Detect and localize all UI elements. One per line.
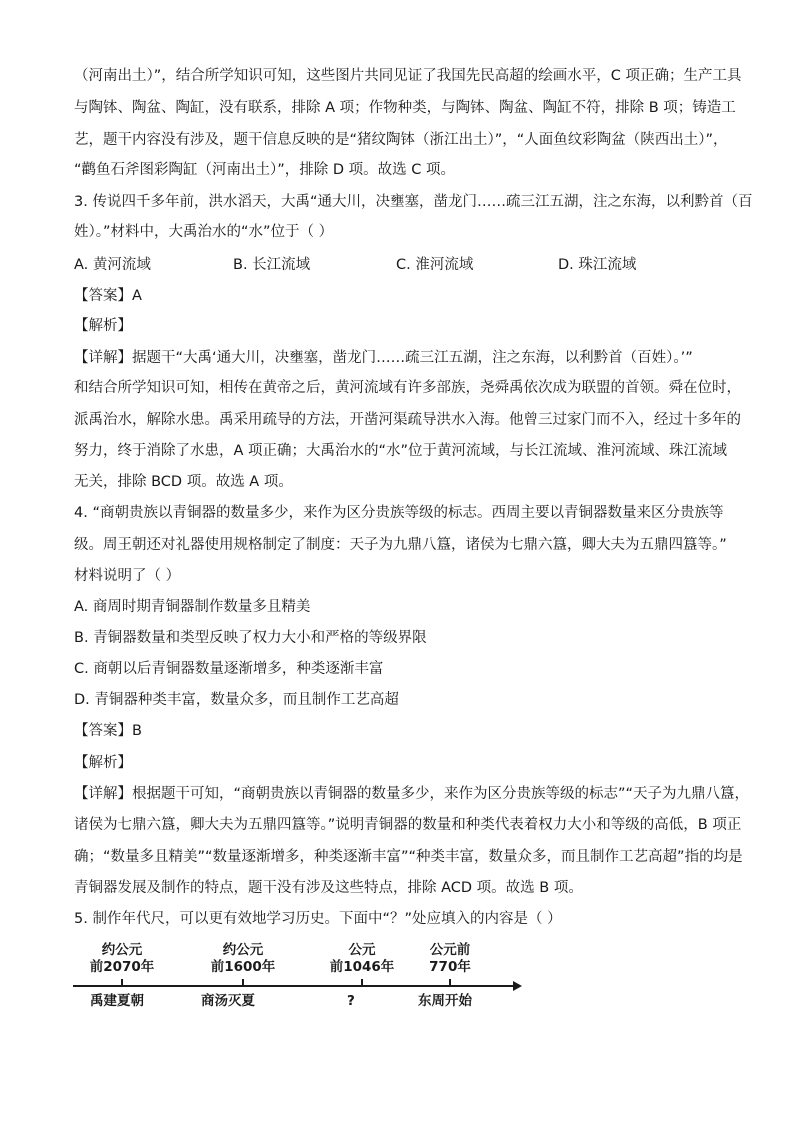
timeline-tick bbox=[449, 979, 451, 986]
question-4-stem: 4. “商朝贵族以青铜器的数量多少，来作为区分贵族等级的标志。西周主要以青铜器数量来区分贵族等 bbox=[74, 505, 724, 521]
timeline-tick bbox=[121, 979, 123, 986]
text-line: 艺，题干内容没有涉及，题干信息反映的是“猪纹陶钵（浙江出土）”，“人面鱼纹彩陶盆（陕西出土）”， bbox=[74, 132, 728, 148]
q4-option-c: C. 商朝以后青铜器数量逐渐增多，种类逐渐丰富 bbox=[74, 661, 384, 677]
question-4-stem: 级。周王朝还对礼器使用规格制定了制度：天子为九鼎八簋，诸侯为七鼎六簋，卿大夫为五鼎四簋等。” bbox=[74, 537, 727, 553]
answer-label: 【答案】B bbox=[74, 723, 142, 739]
answer-label: 【答案】A bbox=[74, 288, 142, 304]
timeline-date-line: 前1600年 bbox=[210, 959, 276, 975]
explanation-line: 努力，终于消除了水患，A 项正确；大禹治水的“水”位于黄河流域，与长江流域、淮河流域、珠江流域 bbox=[74, 443, 728, 459]
text-line: “鹳鱼石斧图彩陶缸（河南出土）”，排除 D 项。故选 C 项。 bbox=[74, 162, 455, 178]
explanation-line: 和结合所学知识可知，相传在黄帝之后，黄河流域有许多部族，尧舜禹依次成为联盟的首领。舜在位时， bbox=[74, 380, 741, 396]
explanation-line: 确；“数量多且精美”“数量逐渐增多，种类逐渐丰富”“种类丰富，数量众多，而且制作工艺高超”指的均是 bbox=[74, 849, 743, 865]
explanation-line: 无关，排除 BCD 项。故选 A 项。 bbox=[74, 474, 293, 490]
question-4-stem: 材料说明了（ ） bbox=[74, 568, 181, 584]
q3-option-a: A. 黄河流域 bbox=[74, 257, 151, 273]
timeline-date-line: 约公元 bbox=[222, 942, 264, 958]
timeline-event: 东周开始 bbox=[418, 993, 472, 1009]
timeline-date-line: 约公元 bbox=[101, 942, 143, 958]
text-line: （河南出土）”，结合所学知识可知，这些图片共同见证了我国先民高超的绘画水平，C 项正确；生产工具 bbox=[74, 68, 742, 84]
timeline-date bbox=[84, 942, 160, 976]
q3-option-b: B. 长江流域 bbox=[233, 257, 311, 273]
explanation-line: 【详解】据题干“大禹‘通大川，决壅塞，凿龙门……疏三江五湖，注之东海，以利黔首（百姓）。’” bbox=[74, 350, 693, 366]
analysis-label: 【解析】 bbox=[74, 755, 132, 771]
timeline-date-line: 公元 bbox=[348, 942, 376, 958]
timeline-arrow-icon bbox=[513, 981, 522, 991]
explanation-line: 诸侯为七鼎六簋，卿大夫为五鼎四簋等。”说明青铜器的数量和种类代表着权力大小和等级的高低，B 项正 bbox=[74, 817, 742, 833]
question-3-stem: 3. 传说四千多年前，洪水滔天，大禹“通大川，决壅塞，凿龙门……疏三江五湖，注之东海，以利黔首（百 bbox=[74, 194, 753, 210]
timeline-event: 商汤灭夏 bbox=[201, 993, 255, 1009]
timeline-event-unknown: ? bbox=[347, 993, 355, 1009]
timeline-date-line: 前2070年 bbox=[89, 959, 155, 975]
timeline-date-line: 770年 bbox=[429, 959, 471, 975]
explanation-line: 派禹治水，解除水患。禹采用疏导的方法，开凿河渠疏导洪水入海。他曾三过家门而不入，经过十多年的 bbox=[74, 412, 741, 428]
timeline-date-line: 公元前 bbox=[429, 942, 471, 958]
text-line: 与陶钵、陶盆、陶缸，没有联系，排除 A 项；作物种类，与陶钵、陶盆、陶缸不符，排除 B 项；铸造工 bbox=[74, 100, 736, 116]
timeline-tick bbox=[242, 979, 244, 986]
timeline-figure bbox=[70, 938, 540, 1016]
analysis-label: 【解析】 bbox=[74, 318, 132, 334]
timeline-date bbox=[324, 942, 400, 976]
explanation-line: 【详解】根据题干可知，“商朝贵族以青铜器的数量多少，来作为区分贵族等级的标志”“天子为九鼎八簋， bbox=[74, 786, 750, 802]
explanation-line: 青铜器发展及制作的特点，题干没有涉及这些特点，排除 ACD 项。故选 B 项。 bbox=[74, 880, 583, 896]
timeline-tick bbox=[361, 979, 363, 986]
q4-option-a: A. 商周时期青铜器制作数量多且精美 bbox=[74, 599, 311, 615]
timeline-date-line: 前1046年 bbox=[329, 959, 395, 975]
q3-option-c: C. 淮河流域 bbox=[396, 257, 474, 273]
q3-option-d: D. 珠江流域 bbox=[558, 257, 637, 273]
timeline-date bbox=[205, 942, 281, 976]
question-3-stem: 姓）。”材料中，大禹治水的“水”位于（ ） bbox=[74, 224, 334, 240]
question-5-stem: 5. 制作年代尺，可以更有效地学习历史。下面中“？”处应填入的内容是（ ） bbox=[74, 911, 562, 927]
timeline-event: 禹建夏朝 bbox=[90, 993, 144, 1009]
timeline-date bbox=[412, 942, 488, 976]
q4-option-d: D. 青铜器种类丰富，数量众多，而且制作工艺高超 bbox=[74, 692, 399, 708]
q4-option-b: B. 青铜器数量和类型反映了权力大小和严格的等级界限 bbox=[74, 630, 427, 646]
